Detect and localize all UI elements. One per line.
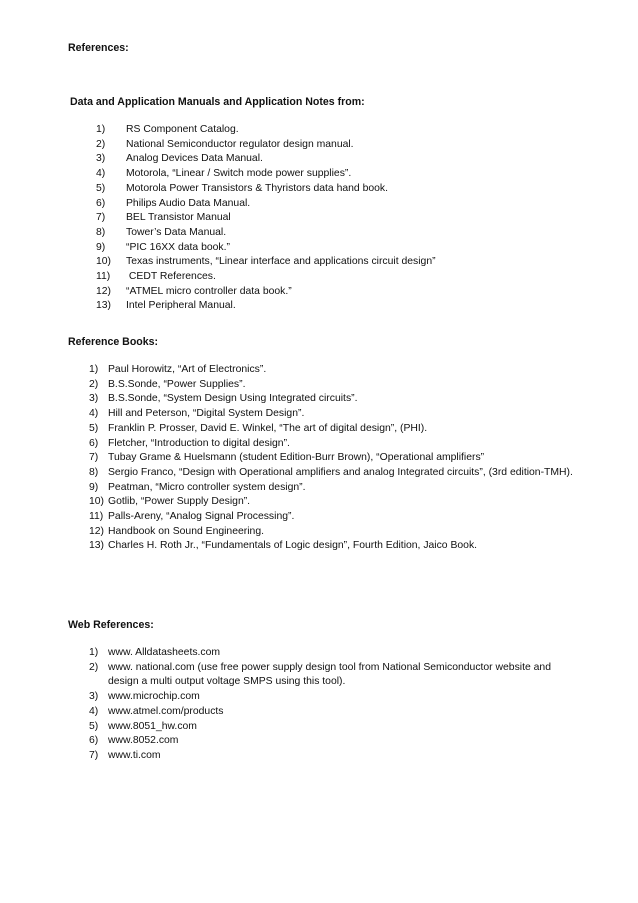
- item-number: 4): [89, 408, 99, 420]
- item-number: 3): [89, 393, 99, 405]
- item-number: 12): [89, 525, 105, 537]
- item-number: 13): [96, 300, 112, 312]
- list-item: [96, 211, 576, 226]
- list-item: [96, 152, 576, 167]
- list-item: [89, 437, 579, 452]
- item-number: 7): [89, 452, 99, 464]
- web-list: [89, 646, 579, 764]
- item-text: Charles H. Roth Jr., “Fundamentals of Logic design”, Fourth Edition, Jaico Book.: [108, 540, 478, 552]
- item-text: www. Alldatasheets.com: [108, 647, 221, 658]
- item-text: Texas instruments, “Linear interface and applications circuit design”: [126, 256, 436, 268]
- list-item: [89, 525, 579, 540]
- item-number: 10): [96, 256, 112, 268]
- item-number: 2): [89, 378, 99, 390]
- item-number: 7): [89, 749, 99, 761]
- list-item: [89, 422, 579, 437]
- item-number: 11): [89, 511, 104, 523]
- item-text: www.microchip.com: [108, 691, 200, 703]
- list-item: [89, 495, 579, 510]
- item-number: 7): [96, 212, 106, 224]
- item-number: 11): [96, 271, 111, 283]
- item-text: National Semiconductor regulator design manual.: [126, 138, 354, 150]
- list-item: [89, 363, 579, 378]
- item-text: Tower’s Data Manual.: [126, 226, 227, 238]
- item-number: 8): [96, 226, 106, 238]
- item-number: 10): [89, 496, 105, 508]
- item-text: CEDT References.: [126, 271, 216, 283]
- item-number: 13): [89, 540, 105, 552]
- item-number: 1): [96, 124, 106, 135]
- item-text: Paul Horowitz, “Art of Electronics”.: [108, 364, 267, 375]
- item-number: 4): [96, 168, 106, 180]
- item-text: Tubay Grame & Huelsmann (student Edition-Burr Brown), “Operational amplifiers”: [108, 452, 485, 464]
- item-number: 3): [96, 153, 106, 165]
- manuals-heading: Data and Application Manuals and Application Notes from:: [70, 96, 365, 108]
- item-number: 6): [89, 437, 99, 449]
- list-item: [96, 285, 576, 300]
- item-number: 12): [96, 285, 112, 297]
- list-item: [96, 226, 576, 241]
- manuals-list: [96, 123, 576, 314]
- list-item: [89, 539, 579, 554]
- item-text: RS Component Catalog.: [126, 124, 239, 135]
- list-item: [89, 690, 579, 705]
- item-number: 3): [89, 691, 99, 703]
- list-item: [96, 270, 576, 285]
- list-item: [89, 720, 579, 735]
- item-number: 4): [89, 705, 99, 717]
- item-text: www.8052.com: [108, 735, 179, 747]
- item-text: Peatman, “Micro controller system design”.: [108, 481, 306, 493]
- list-item: [89, 705, 579, 720]
- list-item: [89, 481, 579, 496]
- item-number: 1): [89, 364, 99, 375]
- item-text: B.S.Sonde, “System Design Using Integrated circuits”.: [108, 393, 358, 405]
- item-text: BEL Transistor Manual: [126, 212, 231, 224]
- list-item: [96, 138, 576, 153]
- item-number: 5): [96, 182, 106, 194]
- list-item: [89, 661, 579, 690]
- item-text: “ATMEL micro controller data book.”: [126, 285, 292, 297]
- item-text: www. national.com (use free power supply design tool from National Semiconductor website and design a multi output voltage SMPS using this tool).: [108, 661, 551, 688]
- list-item: [89, 646, 579, 661]
- item-number: 6): [89, 735, 99, 747]
- item-number: 1): [89, 647, 99, 658]
- references-heading: References:: [68, 42, 129, 54]
- list-item: [89, 749, 579, 764]
- item-number: 5): [89, 720, 99, 732]
- item-number: 6): [96, 197, 106, 209]
- item-text: Palls-Areny, “Analog Signal Processing”.: [108, 511, 295, 523]
- list-item: [89, 407, 579, 422]
- list-item: [89, 392, 579, 407]
- item-text: Sergio Franco, “Design with Operational amplifiers and analog Integrated circuits”, (3rd edition-TMH).: [108, 466, 573, 478]
- item-text: www.atmel.com/products: [108, 705, 224, 717]
- item-text: Motorola Power Transistors & Thyristors data hand book.: [126, 182, 389, 194]
- books-list: [89, 363, 579, 554]
- list-item: [96, 255, 576, 270]
- item-text: Franklin P. Prosser, David E. Winkel, “The art of digital design”, (PHI).: [108, 422, 428, 434]
- item-number: 2): [89, 661, 99, 673]
- item-text: “PIC 16XX data book.”: [126, 241, 230, 253]
- item-number: 2): [96, 138, 106, 150]
- item-text: Analog Devices Data Manual.: [126, 153, 263, 165]
- item-text: Philips Audio Data Manual.: [126, 197, 251, 209]
- books-heading: Reference Books:: [68, 336, 159, 348]
- list-item: [96, 197, 576, 212]
- item-text: Motorola, “Linear / Switch mode power supplies”.: [126, 168, 352, 180]
- item-text: Gotlib, “Power Supply Design”.: [108, 496, 251, 508]
- item-text: www.ti.com: [108, 749, 161, 761]
- list-item: [96, 167, 576, 182]
- list-item: [96, 123, 576, 138]
- list-item: [89, 451, 579, 466]
- item-number: 9): [89, 481, 99, 493]
- list-item: [96, 299, 576, 314]
- list-item: [89, 466, 579, 481]
- list-item: [89, 734, 579, 749]
- item-text: B.S.Sonde, “Power Supplies”.: [108, 378, 246, 390]
- item-number: 5): [89, 422, 99, 434]
- list-item: [96, 182, 576, 197]
- item-text: Handbook on Sound Engineering.: [108, 525, 264, 537]
- list-item: [89, 378, 579, 393]
- item-text: Fletcher, “Introduction to digital design”.: [108, 437, 290, 449]
- item-text: www.8051_hw.com: [108, 720, 197, 732]
- list-item: [96, 241, 576, 256]
- item-text: Hill and Peterson, “Digital System Design”.: [108, 408, 305, 420]
- item-number: 8): [89, 466, 99, 478]
- web-heading: Web References:: [68, 619, 154, 631]
- item-number: 9): [96, 241, 106, 253]
- list-item: [89, 510, 579, 525]
- item-text: Intel Peripheral Manual.: [126, 300, 236, 312]
